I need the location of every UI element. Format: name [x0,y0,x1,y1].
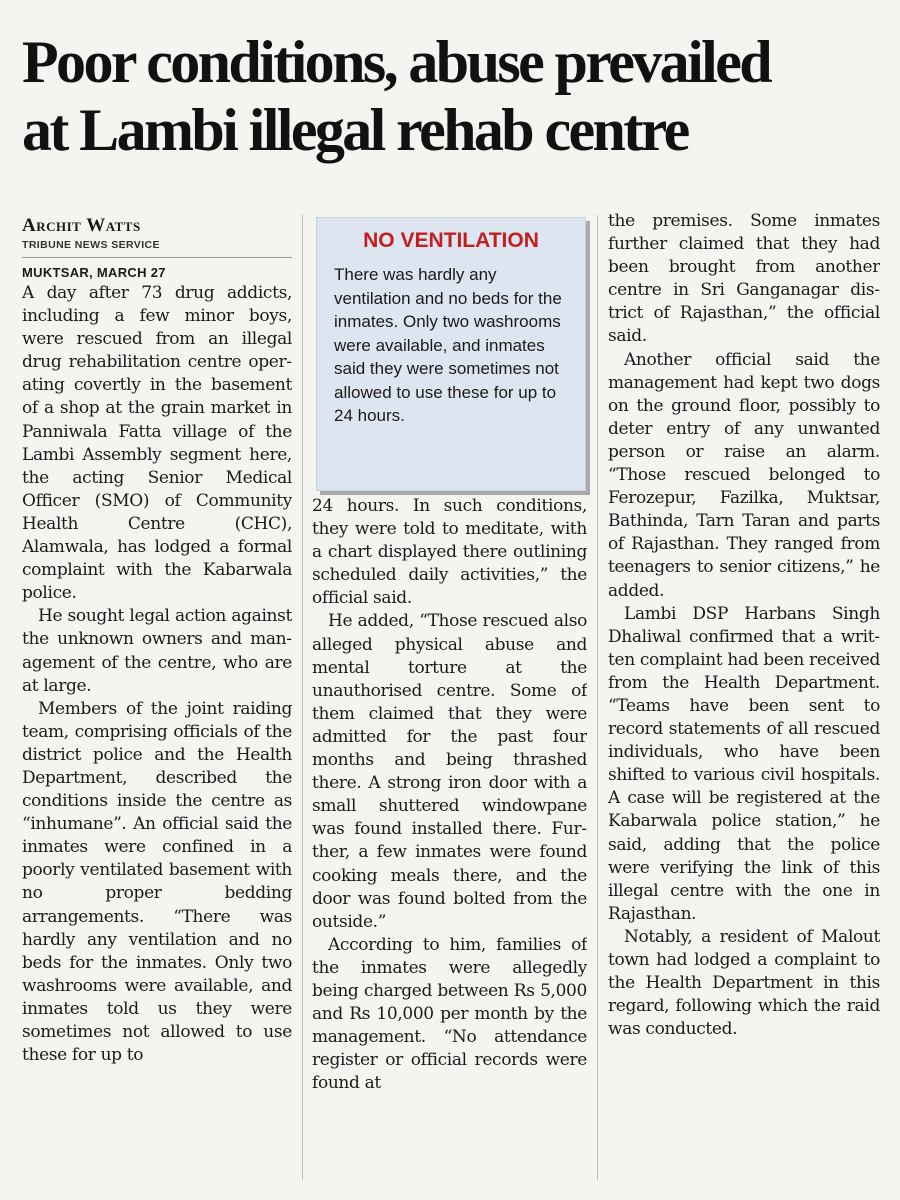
article-column-1 [22,215,292,1200]
article-column-3 [608,210,880,1200]
byline-service: TRIBUNE NEWS SERVICE [22,237,292,258]
paragraph: Notably, a resident of Malout town had lodged a complaint to the Health Department in this regard, following which the raid was conducted. [608,926,880,1040]
paragraph: Another official said the management had kept two dogs on the ground floor, possibly to deter entry of any unwanted person or raise an alarm. “Those rescued belonged to Ferozepur, Fazilka, Muktsar, Bathinda, Tarn Taran and parts of Rajasthan. They ranged from teenagers to senior citizens,” he added. [608,349,880,601]
article-column-2 [312,215,587,1200]
headline-line-2: at Lambi illegal rehab centre [22,97,688,163]
paragraph: A day after 73 drug addicts, including a few minor boys, were rescued from an illegal drug rehabilitation centre operating covertly in the basement of a shop at the grain market in Panniwala Fatta village of the Lambi Assembly segment here, the acting Senior Medical Officer (SMO) of Community Health Centre (CHC), Alamwala, has lodged a formal complaint with the Kabarwala police. [22,283,292,604]
paragraph: 24 hours. In such conditions, they were told to meditate, with a chart displayed there outlining scheduled daily activities,” the official said. [312,496,587,609]
dateline: MUKTSAR, MARCH 27 [22,265,166,280]
headline-line-1: Poor conditions, abuse prevailed [22,29,771,95]
paragraph: He added, “Those rescued also alleged physical abuse and mental torture at the unauthorised centre. Some of them claimed that they were admitted for the past four months and being thrashed there. A strong iron door with a small shuttered windowpane was found installed there. Further, a few inmates were found cooking meals there, and the door was found bolted from the outside.” [312,611,587,932]
column-divider [597,215,598,1180]
byline-author: Archit Watts [22,215,141,236]
headline [22,28,882,164]
paragraph: Members of the joint raiding team, comprising officials of the district police and the Health Department, described the conditions inside the centre as “inhumane”. An official said the inmates were confined in a poorly ventilated basement with no proper bedding arrangements. “There was hardly any ventilation and no beds for the inmates. Only two washrooms were available, and inmates told us they were sometimes not allowed to use these for up to [22,698,292,1066]
sidebar-box-title: NO VENTILATION [363,229,539,252]
paragraph: the premises. Some inmates further claimed that they had been brought from another centre in Sri Ganganagar district of Rajasthan,” the official said. [608,211,880,347]
sidebar-box-body: There was hardly any ventilation and no beds for the inmates. Only two washrooms were available, and inmates said they were sometimes not allowed to use these for up to 24 hours. [334,265,562,425]
column-divider [302,215,303,1180]
paragraph: He sought legal action against the unknown owners and management of the centre, who are at large. [22,606,292,696]
paragraph: Lambi DSP Harbans Singh Dhaliwal confirmed that a written complaint had been received from the Health Department. “Teams have been sent to record statements of all rescued individuals, who have been shifted to various civil hospitals. A case will be registered at the Kabarwala police station,” he said, adding that the police were verifying the link of this illegal centre with the one in Rajasthan. [608,603,880,924]
paragraph: According to him, families of the inmates were allegedly being charged between Rs 5,000 and Rs 10,000 per month by the management. “No attendance register or official records were found at [312,934,587,1094]
